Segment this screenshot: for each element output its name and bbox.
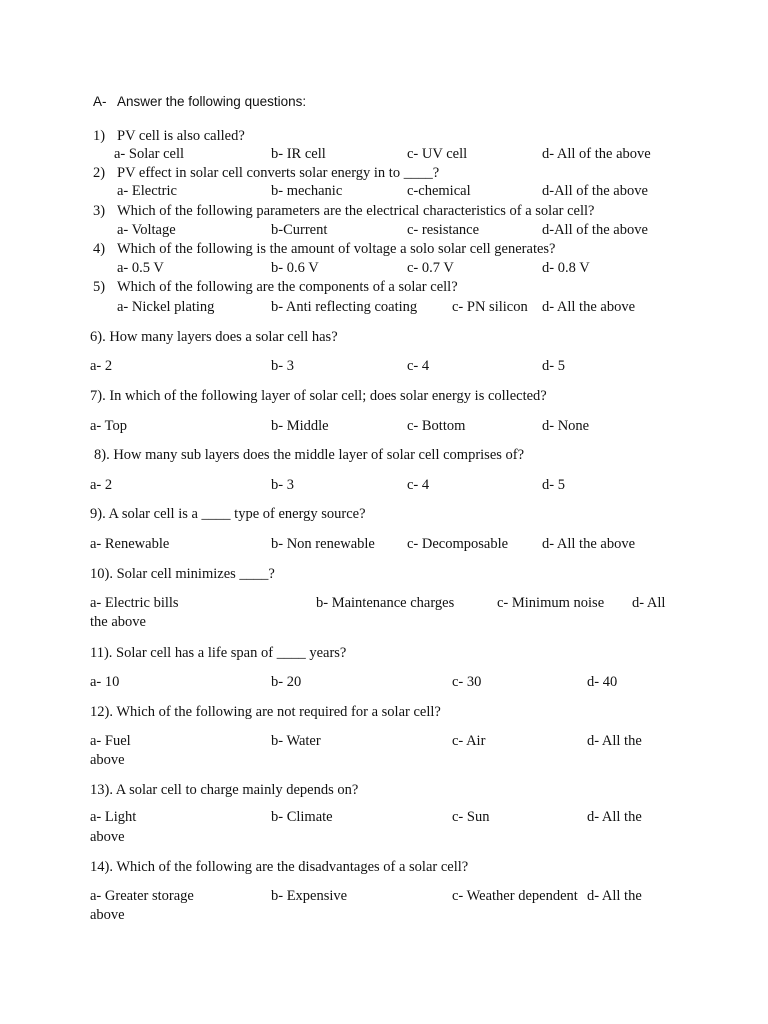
option-b: b- IR cell bbox=[271, 146, 326, 162]
option-a: a- Top bbox=[90, 418, 127, 434]
option-b: b- 3 bbox=[271, 477, 294, 493]
option-a: a- 2 bbox=[90, 477, 113, 493]
question-text: 8). How many sub layers does the middle layer of solar cell comprises of? bbox=[94, 447, 525, 463]
question-text: 9). A solar cell is a ____ type of energy source? bbox=[90, 506, 366, 522]
option-c: c- PN silicon bbox=[452, 299, 528, 315]
option-b: b- 0.6 V bbox=[271, 260, 319, 276]
question-text: 10). Solar cell minimizes ____? bbox=[90, 566, 275, 582]
option-c: c-chemical bbox=[407, 183, 471, 199]
section-marker: A- bbox=[93, 94, 107, 109]
question-text: PV effect in solar cell converts solar energy in to ____? bbox=[117, 165, 440, 181]
option-d: d- All bbox=[632, 595, 666, 611]
option-c: c- Weather dependent bbox=[452, 888, 578, 904]
option-c: c- 30 bbox=[452, 674, 482, 690]
question-text: Which of the following parameters are the electrical characteristics of a solar cell? bbox=[117, 203, 595, 219]
option-d-continued: the above bbox=[90, 614, 146, 630]
option-d: d- All the above bbox=[542, 299, 636, 315]
option-d: d- 0.8 V bbox=[542, 260, 590, 276]
option-b: b-Current bbox=[271, 222, 328, 238]
question-number: 1) bbox=[93, 128, 106, 144]
option-d: d- 5 bbox=[542, 358, 565, 374]
option-d: d- All of the above bbox=[542, 146, 651, 162]
question-number: 2) bbox=[93, 165, 106, 181]
option-a: a- Voltage bbox=[117, 222, 176, 238]
option-a: a- 2 bbox=[90, 358, 113, 374]
question-text: Which of the following is the amount of voltage a solo solar cell generates? bbox=[117, 241, 556, 257]
option-d: d- All the bbox=[587, 733, 642, 749]
option-d-continued: above bbox=[90, 752, 125, 768]
question-text: 12). Which of the following are not required for a solar cell? bbox=[90, 704, 441, 720]
option-d: d- None bbox=[542, 418, 590, 434]
option-d: d-All of the above bbox=[542, 183, 648, 199]
question-text: 14). Which of the following are the disadvantages of a solar cell? bbox=[90, 859, 469, 875]
option-c: c- Minimum noise bbox=[497, 595, 605, 611]
question-text: 6). How many layers does a solar cell has? bbox=[90, 329, 338, 345]
option-b: b- Maintenance charges bbox=[316, 595, 455, 611]
option-d: d- All the above bbox=[542, 536, 636, 552]
option-b: b- mechanic bbox=[271, 183, 343, 199]
option-a: a- Solar cell bbox=[114, 146, 185, 162]
question-number: 3) bbox=[93, 203, 106, 219]
question-number: 4) bbox=[93, 241, 106, 257]
option-c: c- UV cell bbox=[407, 146, 468, 162]
option-c: c- resistance bbox=[407, 222, 480, 238]
option-b: b- Water bbox=[271, 733, 321, 749]
option-d: d- All the bbox=[587, 888, 642, 904]
option-c: c- Decomposable bbox=[407, 536, 509, 552]
option-d: d-All of the above bbox=[542, 222, 648, 238]
option-c: c- Sun bbox=[452, 809, 490, 825]
option-b: b- Anti reflecting coating bbox=[271, 299, 418, 315]
option-b: b- Middle bbox=[271, 418, 329, 434]
question-text: PV cell is also called? bbox=[117, 128, 245, 144]
question-text: Which of the following are the components of a solar cell? bbox=[117, 279, 458, 295]
question-text: 7). In which of the following layer of solar cell; does solar energy is collected? bbox=[90, 388, 547, 404]
option-d: d- All the bbox=[587, 809, 642, 825]
section-heading: Answer the following questions: bbox=[117, 94, 307, 109]
option-d: d- 40 bbox=[587, 674, 618, 690]
option-a: a- Greater storage bbox=[90, 888, 194, 904]
option-b: b- Expensive bbox=[271, 888, 348, 904]
option-a: a- Electric bbox=[117, 183, 177, 199]
option-b: b- 3 bbox=[271, 358, 294, 374]
option-a: a- Renewable bbox=[90, 536, 170, 552]
option-b: b- Climate bbox=[271, 809, 333, 825]
option-a: a- 0.5 V bbox=[117, 260, 164, 276]
option-c: c- 0.7 V bbox=[407, 260, 454, 276]
option-d-continued: above bbox=[90, 829, 125, 845]
option-a: a- Fuel bbox=[90, 733, 131, 749]
option-d-continued: above bbox=[90, 907, 125, 923]
option-b: b- Non renewable bbox=[271, 536, 375, 552]
option-a: a- Electric bills bbox=[90, 595, 179, 611]
question-text: 11). Solar cell has a life span of ____ years? bbox=[90, 645, 347, 661]
option-c: c- 4 bbox=[407, 477, 430, 493]
option-a: a- Nickel plating bbox=[117, 299, 215, 315]
option-c: c- 4 bbox=[407, 358, 430, 374]
option-a: a- 10 bbox=[90, 674, 120, 690]
option-c: c- Bottom bbox=[407, 418, 466, 434]
question-number: 5) bbox=[93, 279, 106, 295]
question-text: 13). A solar cell to charge mainly depends on? bbox=[90, 782, 359, 798]
option-c: c- Air bbox=[452, 733, 486, 749]
option-b: b- 20 bbox=[271, 674, 302, 690]
option-a: a- Light bbox=[90, 809, 137, 825]
option-d: d- 5 bbox=[542, 477, 565, 493]
